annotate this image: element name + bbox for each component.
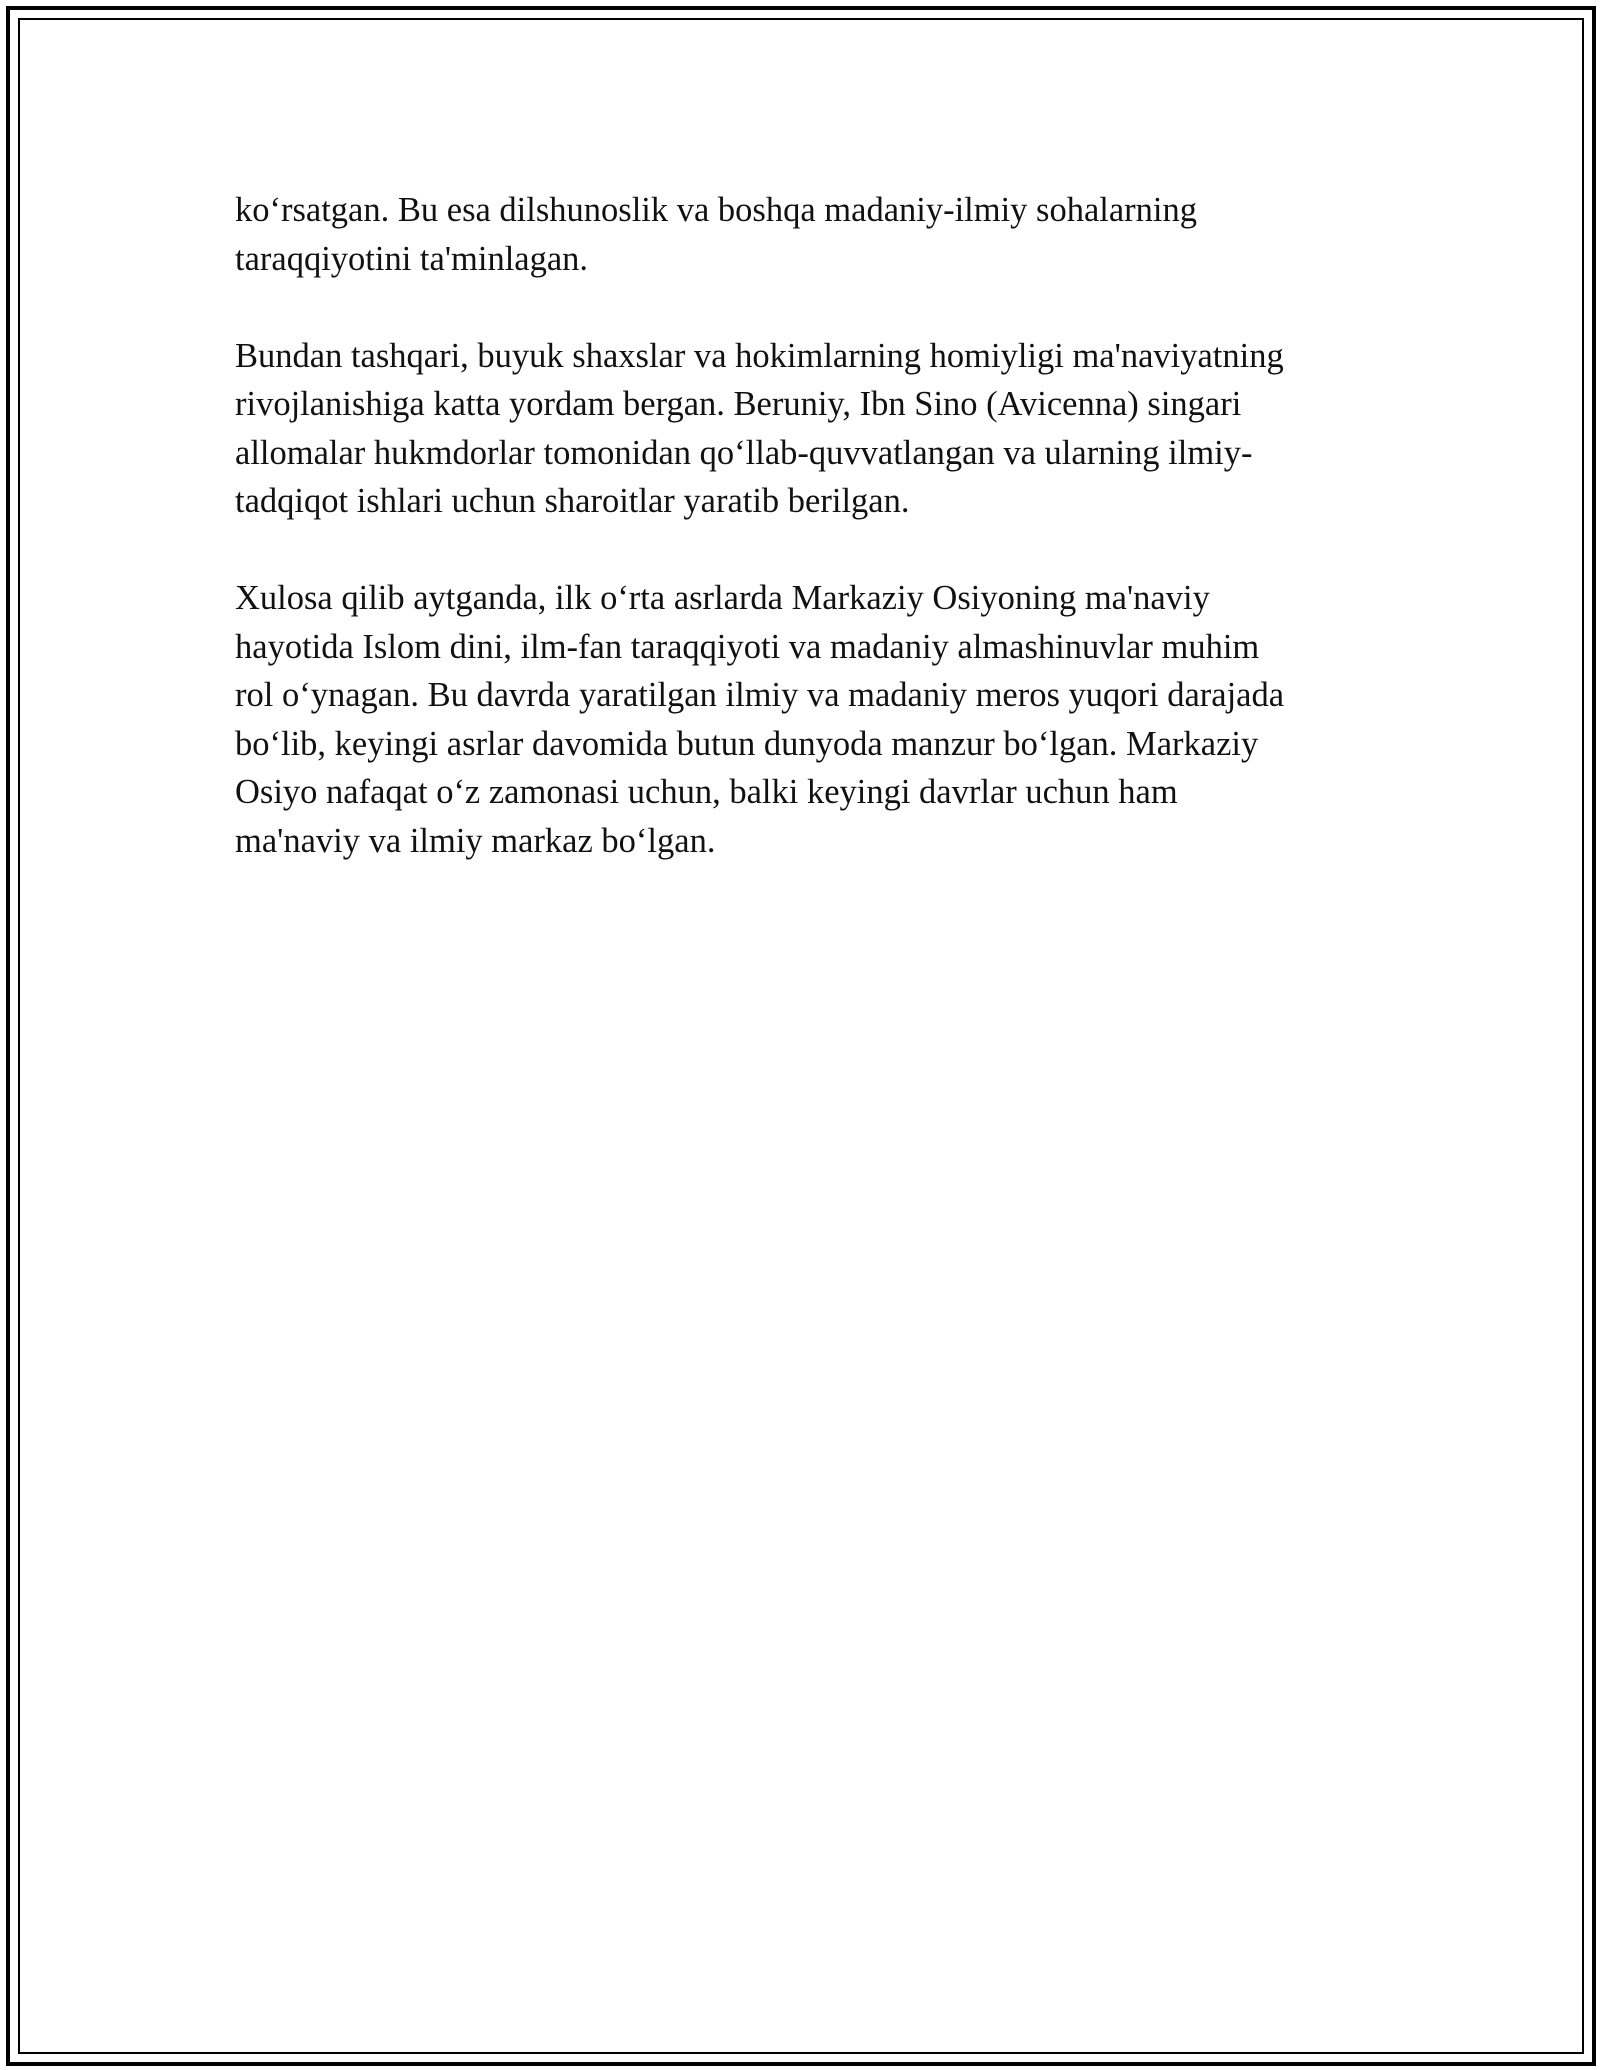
paragraph-1: ko‘rsatgan. Bu esa dilshunoslik va boshqa madaniy-ilmiy sohalarning taraqqiyotini ta'minlagan. [235, 191, 1198, 278]
document-body [235, 186, 1375, 914]
paragraph-3: Xulosa qilib aytganda, ilk o‘rta asrlarda Markaziy Osiyoning ma'naviy hayotida Islom dini, ilm-fan taraqqiyoti va madaniy almashinuvlar muhim rol o‘ynagan. Bu davrda yaratilgan ilmiy va madaniy meros yuqori darajada bo‘lib, keyingi asrlar davomida butun dunyoda manzur bo‘lgan. Markaziy Osiyo nafaqat o‘z zamonasi uchun, balki keyingi davrlar uchun ham ma'naviy va ilmiy markaz bo‘lgan. [235, 579, 1285, 860]
paragraph-2: Bundan tashqari, buyuk shaxslar va hokimlarning homiyligi ma'naviyatning rivojlanishiga katta yordam bergan. Beruniy, Ibn Sino (Avicenna) singari allomalar hukmdorlar tomonidan qo‘llab-quvvatlangan va ularning ilmiy- tadqiqot ishlari uchun sharoitlar yaratib berilgan. [235, 336, 1284, 520]
